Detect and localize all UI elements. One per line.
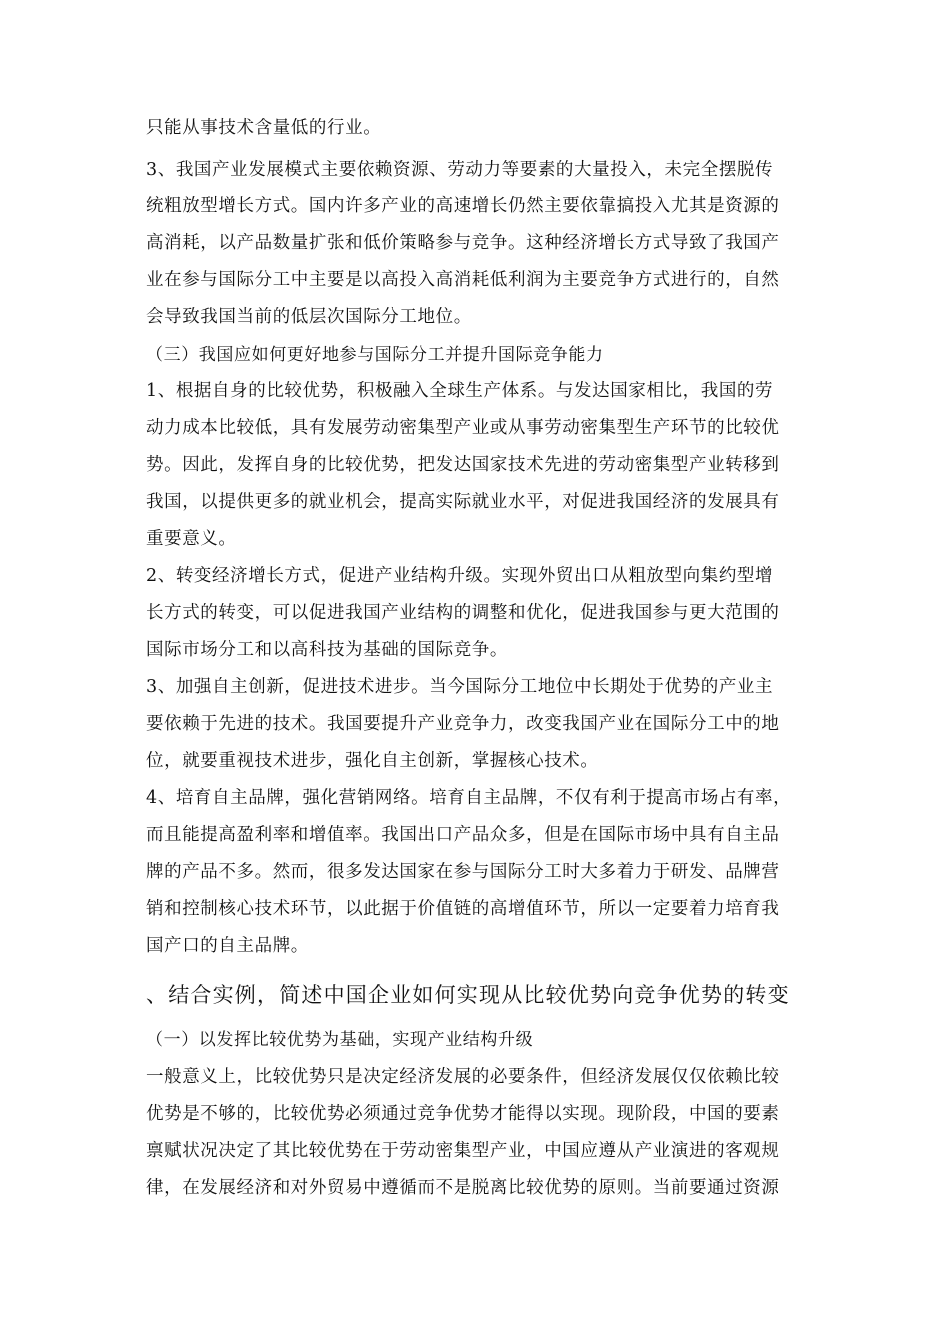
- paragraph-line: 律，在发展经济和对外贸易中遵循而不是脱离比较优势的原则。当前要通过资源: [146, 1178, 780, 1198]
- section-heading: （三）我国应如何更好地参与国际分工并提升国际竞争能力: [146, 345, 604, 365]
- paragraph-line: 3、我国产业发展模式主要依赖资源、劳动力等要素的大量投入，未完全摆脱传: [146, 160, 774, 180]
- paragraph-line: 动力成本比较低，具有发展劳动密集型产业或从事劳动密集型生产环节的比较优: [146, 418, 780, 438]
- paragraph-line: 国际市场分工和以高科技为基础的国际竞争。: [146, 640, 508, 660]
- paragraph-line: 只能从事技术含量低的行业。: [146, 118, 382, 138]
- paragraph-line: 势。因此，发挥自身的比较优势，把发达国家技术先进的劳动密集型产业转移到: [146, 455, 780, 475]
- paragraph-line: 而且能提高盈利率和增值率。我国出口产品众多，但是在国际市场中具有自主品: [146, 825, 780, 845]
- paragraph-line: 重要意义。: [146, 529, 237, 549]
- paragraph-line: 高消耗，以产品数量扩张和低价策略参与竞争。这种经济增长方式导致了我国产: [146, 233, 780, 253]
- paragraph-line: 牌的产品不多。然而，很多发达国家在参与国际分工时大多着力于研发、品牌营: [146, 862, 780, 882]
- subsection-heading: （一）以发挥比较优势为基础，实现产业结构升级: [146, 1030, 534, 1050]
- main-heading: 、结合实例，简述中国企业如何实现从比较优势向竞争优势的转变: [146, 983, 790, 1007]
- paragraph-line: 禀赋状况决定了其比较优势在于劳动密集型产业，中国应遵从产业演进的客观规: [146, 1141, 780, 1161]
- paragraph-line: 一般意义上，比较优势只是决定经济发展的必要条件，但经济发展仅仅依赖比较: [146, 1067, 780, 1087]
- paragraph-line: 业在参与国际分工中主要是以高投入高消耗低利润为主要竞争方式进行的，自然: [146, 270, 780, 290]
- paragraph-line: 1、根据自身的比较优势，积极融入全球生产体系。与发达国家相比，我国的劳: [146, 381, 774, 401]
- paragraph-line: 要依赖于先进的技术。我国要提升产业竞争力，改变我国产业在国际分工中的地: [146, 714, 780, 734]
- paragraph-line: 销和控制核心技术环节，以此据于价值链的高增值环节，所以一定要着力培育我: [146, 899, 780, 919]
- paragraph-line: 4、培育自主品牌，强化营销网络。培育自主品牌，不仅有利于提高市场占有率，: [146, 788, 792, 808]
- paragraph-line: 我国，以提供更多的就业机会，提高实际就业水平，对促进我国经济的发展具有: [146, 492, 780, 512]
- paragraph-line: 长方式的转变，可以促进我国产业结构的调整和优化，促进我国参与更大范围的: [146, 603, 780, 623]
- paragraph-line: 3、加强自主创新，促进技术进步。当今国际分工地位中长期处于优势的产业主: [146, 677, 774, 697]
- paragraph-line: 会导致我国当前的低层次国际分工地位。: [146, 307, 472, 327]
- paragraph-line: 统粗放型增长方式。国内许多产业的高速增长仍然主要依靠搞投入尤其是资源的: [146, 196, 780, 216]
- paragraph-line: 国产口的自主品牌。: [146, 936, 309, 956]
- paragraph-line: 2、转变经济增长方式，促进产业结构升级。实现外贸出口从粗放型向集约型增: [146, 566, 774, 586]
- paragraph-line: 优势是不够的，比较优势必须通过竞争优势才能得以实现。现阶段，中国的要素: [146, 1104, 780, 1124]
- paragraph-line: 位，就要重视技术进步，强化自主创新，掌握核心技术。: [146, 751, 599, 771]
